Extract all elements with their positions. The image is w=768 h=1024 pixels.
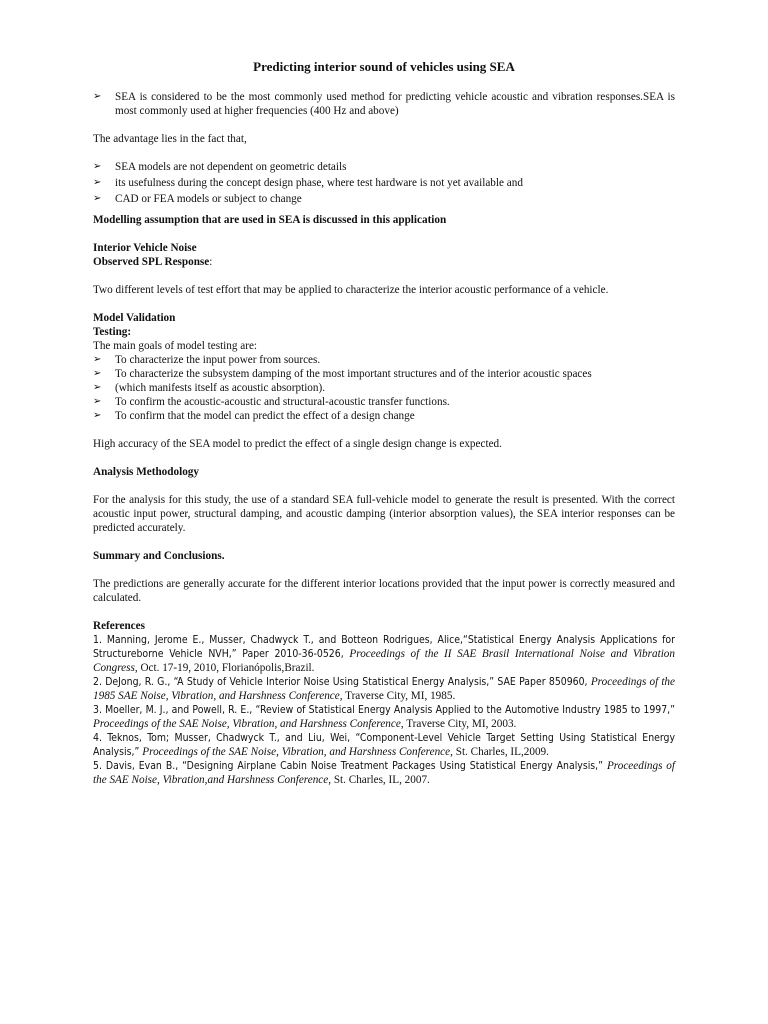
reference-item	[93, 633, 675, 675]
reference-venue: Proceedings of the SAE Noise, Vibration, and Harshness Conference	[93, 718, 401, 730]
arrow-bullet-icon: ➢	[93, 177, 102, 188]
arrow-bullet-icon: ➢	[93, 193, 102, 204]
goal-text: To characterize the subsystem damping of the most important structures and of the interior acoustic spaces	[115, 368, 592, 380]
list-item	[93, 395, 675, 409]
analysis-text: For the analysis for this study, the use of a standard SEA full-vehicle model to generate the result is presented. With the correct acoustic input power, structural damping, and acoustic damping (interior absorption values), the SEA interior responses can be predicted accurately.	[93, 494, 675, 534]
intro-list	[93, 90, 675, 118]
intro-text: SEA is considered to be the most commonly used method for predicting vehicle acoustic and vibration responses.SEA is most commonly used at higher frequencies (400 Hz and above)	[115, 91, 675, 117]
modelling-heading: Modelling assumption that are used in SEA is discussed in this application	[93, 214, 447, 226]
arrow-bullet-icon: ➢	[93, 410, 102, 421]
document-page	[93, 58, 675, 787]
list-item	[93, 192, 675, 206]
reference-authors: 5. Davis, Evan B., “Designing Airplane Cabin Noise Treatment Packages Using Statistical Energy Analysis,”	[93, 760, 607, 772]
reference-authors: 1. Manning, Jerome E., Musser, Chadwyck T., and Botteon Rodrigues, Alice,“Statistical Energy Analysis Applications for Structureborne Vehicle NVH,” Paper 2010-36-0526,	[93, 634, 675, 660]
list-item	[93, 367, 675, 381]
list-item	[93, 381, 675, 395]
reference-tail: , St. Charles, IL,2009.	[450, 746, 549, 758]
summary-heading: Summary and Conclusions.	[93, 550, 225, 562]
advantage-text: CAD or FEA models or subject to change	[115, 193, 302, 205]
advantage-text: its usefulness during the concept design phase, where test hardware is not yet available and	[115, 177, 523, 189]
list-item	[93, 353, 675, 367]
reference-venue: Proceedings of the II SAE Brasil International Noise and Vibration Congress	[93, 648, 675, 674]
reference-authors: 3. Moeller, M. J., and Powell, R. E., “Review of Statistical Energy Analysis Applied to the Automotive Industry 1985 to 1997,”	[93, 704, 675, 716]
reference-venue: Proceedings of the SAE Noise, Vibration, and Harshness Conference	[142, 746, 451, 758]
reference-tail: , Traverse City, MI, 2003.	[400, 718, 517, 730]
reference-tail: , St. Charles, IL, 2007.	[328, 774, 430, 786]
list-item	[93, 176, 675, 190]
advantage-text: SEA models are not dependent on geometric details	[115, 161, 347, 173]
spl-heading: Observed SPL Response	[93, 256, 210, 268]
list-item	[93, 409, 675, 423]
analysis-heading: Analysis Methodology	[93, 466, 199, 478]
reference-item	[93, 703, 675, 731]
arrow-bullet-icon: ➢	[93, 396, 102, 407]
list-item	[93, 90, 675, 118]
advantages-list	[93, 160, 675, 206]
reference-tail: , Oct. 17-19, 2010, Florianópolis,Brazil.	[134, 662, 315, 674]
reference-authors: 2. DeJong, R. G., “A Study of Vehicle Interior Noise Using Statistical Energy Analysis,” SAE Paper 850960,	[93, 676, 591, 688]
page-title: Predicting interior sound of vehicles using SEA	[253, 59, 515, 74]
reference-item	[93, 731, 675, 759]
goal-text: To confirm that the model can predict the effect of a design change	[115, 410, 415, 422]
list-item	[93, 160, 675, 174]
reference-item	[93, 675, 675, 703]
goals-lead: The main goals of model testing are:	[93, 340, 258, 352]
validation-heading: Model Validation	[93, 312, 176, 324]
reference-venue: Proceedings of the SAE Noise, Vibration,and Harshness Conference	[93, 760, 675, 786]
reference-item	[93, 759, 675, 787]
spl-heading-line	[93, 255, 675, 269]
advantage-lead: The advantage lies in the fact that,	[93, 133, 247, 145]
reference-venue: Proceedings of the 1985 SAE Noise, Vibration, and Harshness Conference	[93, 676, 675, 702]
accuracy-text: High accuracy of the SEA model to predict the effect of a single design change is expected.	[93, 438, 502, 450]
arrow-bullet-icon: ➢	[93, 161, 102, 172]
spl-colon: :	[209, 256, 213, 268]
testing-heading: Testing:	[93, 326, 132, 338]
reference-tail: , Traverse City, MI, 1985.	[339, 690, 456, 702]
references-list	[93, 633, 675, 787]
reference-authors: 4. Teknos, Tom; Musser, Chadwyck T., and Liu, Wei, “Component-Level Vehicle Target Setting Using Statistical Energy Analysis,”	[93, 732, 675, 758]
arrow-bullet-icon: ➢	[93, 354, 102, 365]
goal-text: (which manifests itself as acoustic absorption).	[115, 382, 326, 394]
references-heading: References	[93, 620, 145, 632]
goals-list	[93, 353, 675, 423]
arrow-bullet-icon: ➢	[93, 382, 102, 393]
arrow-bullet-icon: ➢	[93, 368, 102, 379]
spl-text: Two different levels of test effort that may be applied to characterize the interior acoustic performance of a vehicle.	[93, 284, 609, 296]
summary-text: The predictions are generally accurate for the different interior locations provided that the input power is correctly measured and calculated.	[93, 578, 675, 604]
interior-heading: Interior Vehicle Noise	[93, 242, 197, 254]
arrow-bullet-icon: ➢	[93, 91, 102, 102]
goal-text: To characterize the input power from sources.	[115, 354, 321, 366]
goal-text: To confirm the acoustic-acoustic and structural-acoustic transfer functions.	[115, 396, 450, 408]
